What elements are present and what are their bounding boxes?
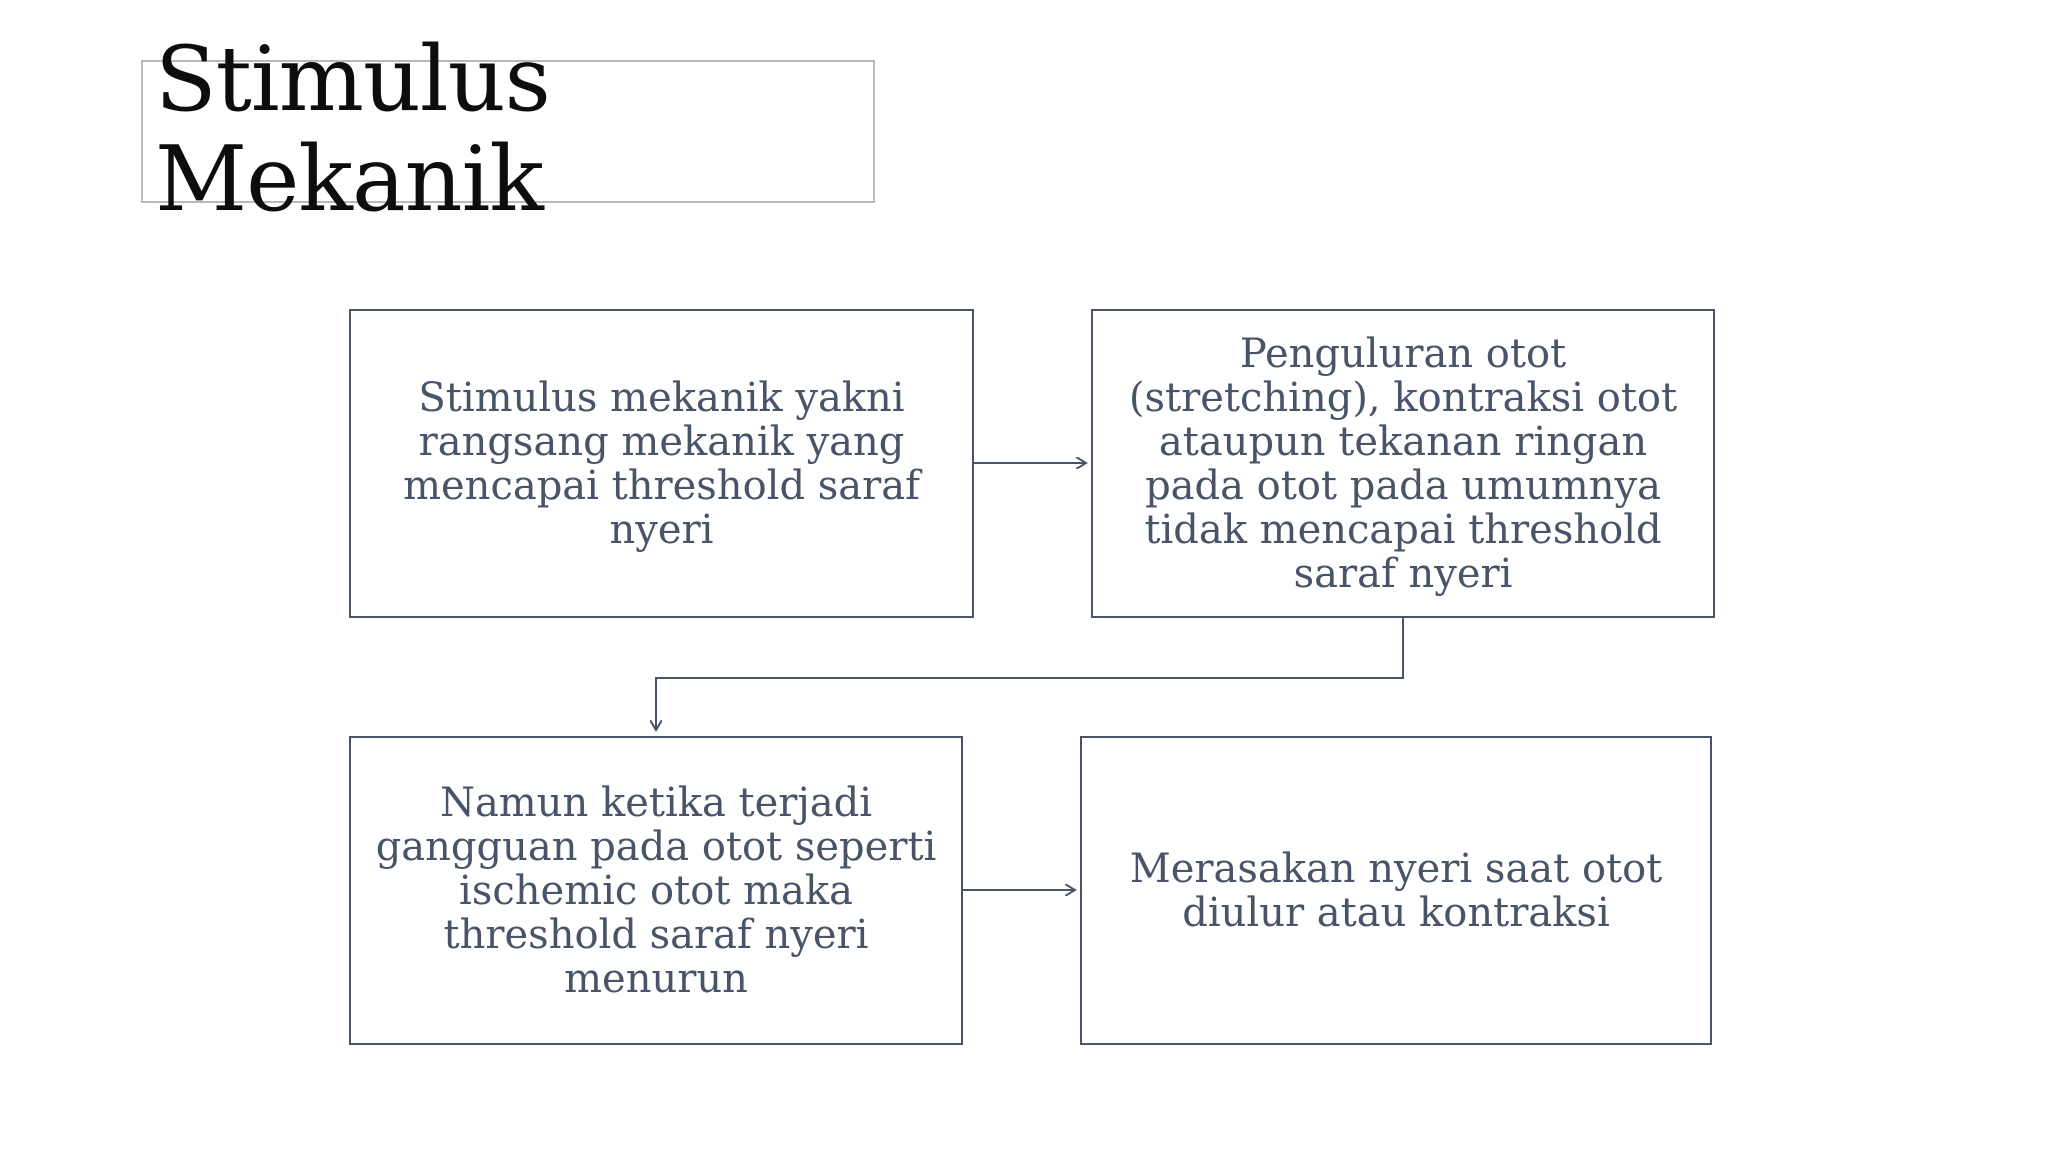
flow-box-text: Stimulus mekanik yakni rangsang mekanik yang mencapai threshold saraf nyeri [403,374,920,553]
flow-box-penguluran-otot [1091,309,1715,618]
flow-box-gangguan-otot [349,736,963,1045]
flow-box-stimulus-mekanik [349,309,974,618]
slide-title: Stimulus Mekanik [155,27,550,232]
arrow-step2-to-step3 [656,618,1403,730]
flow-box-text: Namun ketika terjadi gangguan pada otot seperti ischemic otot maka threshold saraf nyeri menurun [375,779,937,1002]
flow-box-merasakan-nyeri [1080,736,1712,1045]
flow-box-text: Penguluran otot (stretching), kontraksi otot ataupun tekanan ringan pada otot pada umumnya tidak mencapai threshold saraf nyeri [1128,330,1678,597]
flow-box-text: Merasakan nyeri saat otot diulur atau kontraksi [1129,845,1663,936]
